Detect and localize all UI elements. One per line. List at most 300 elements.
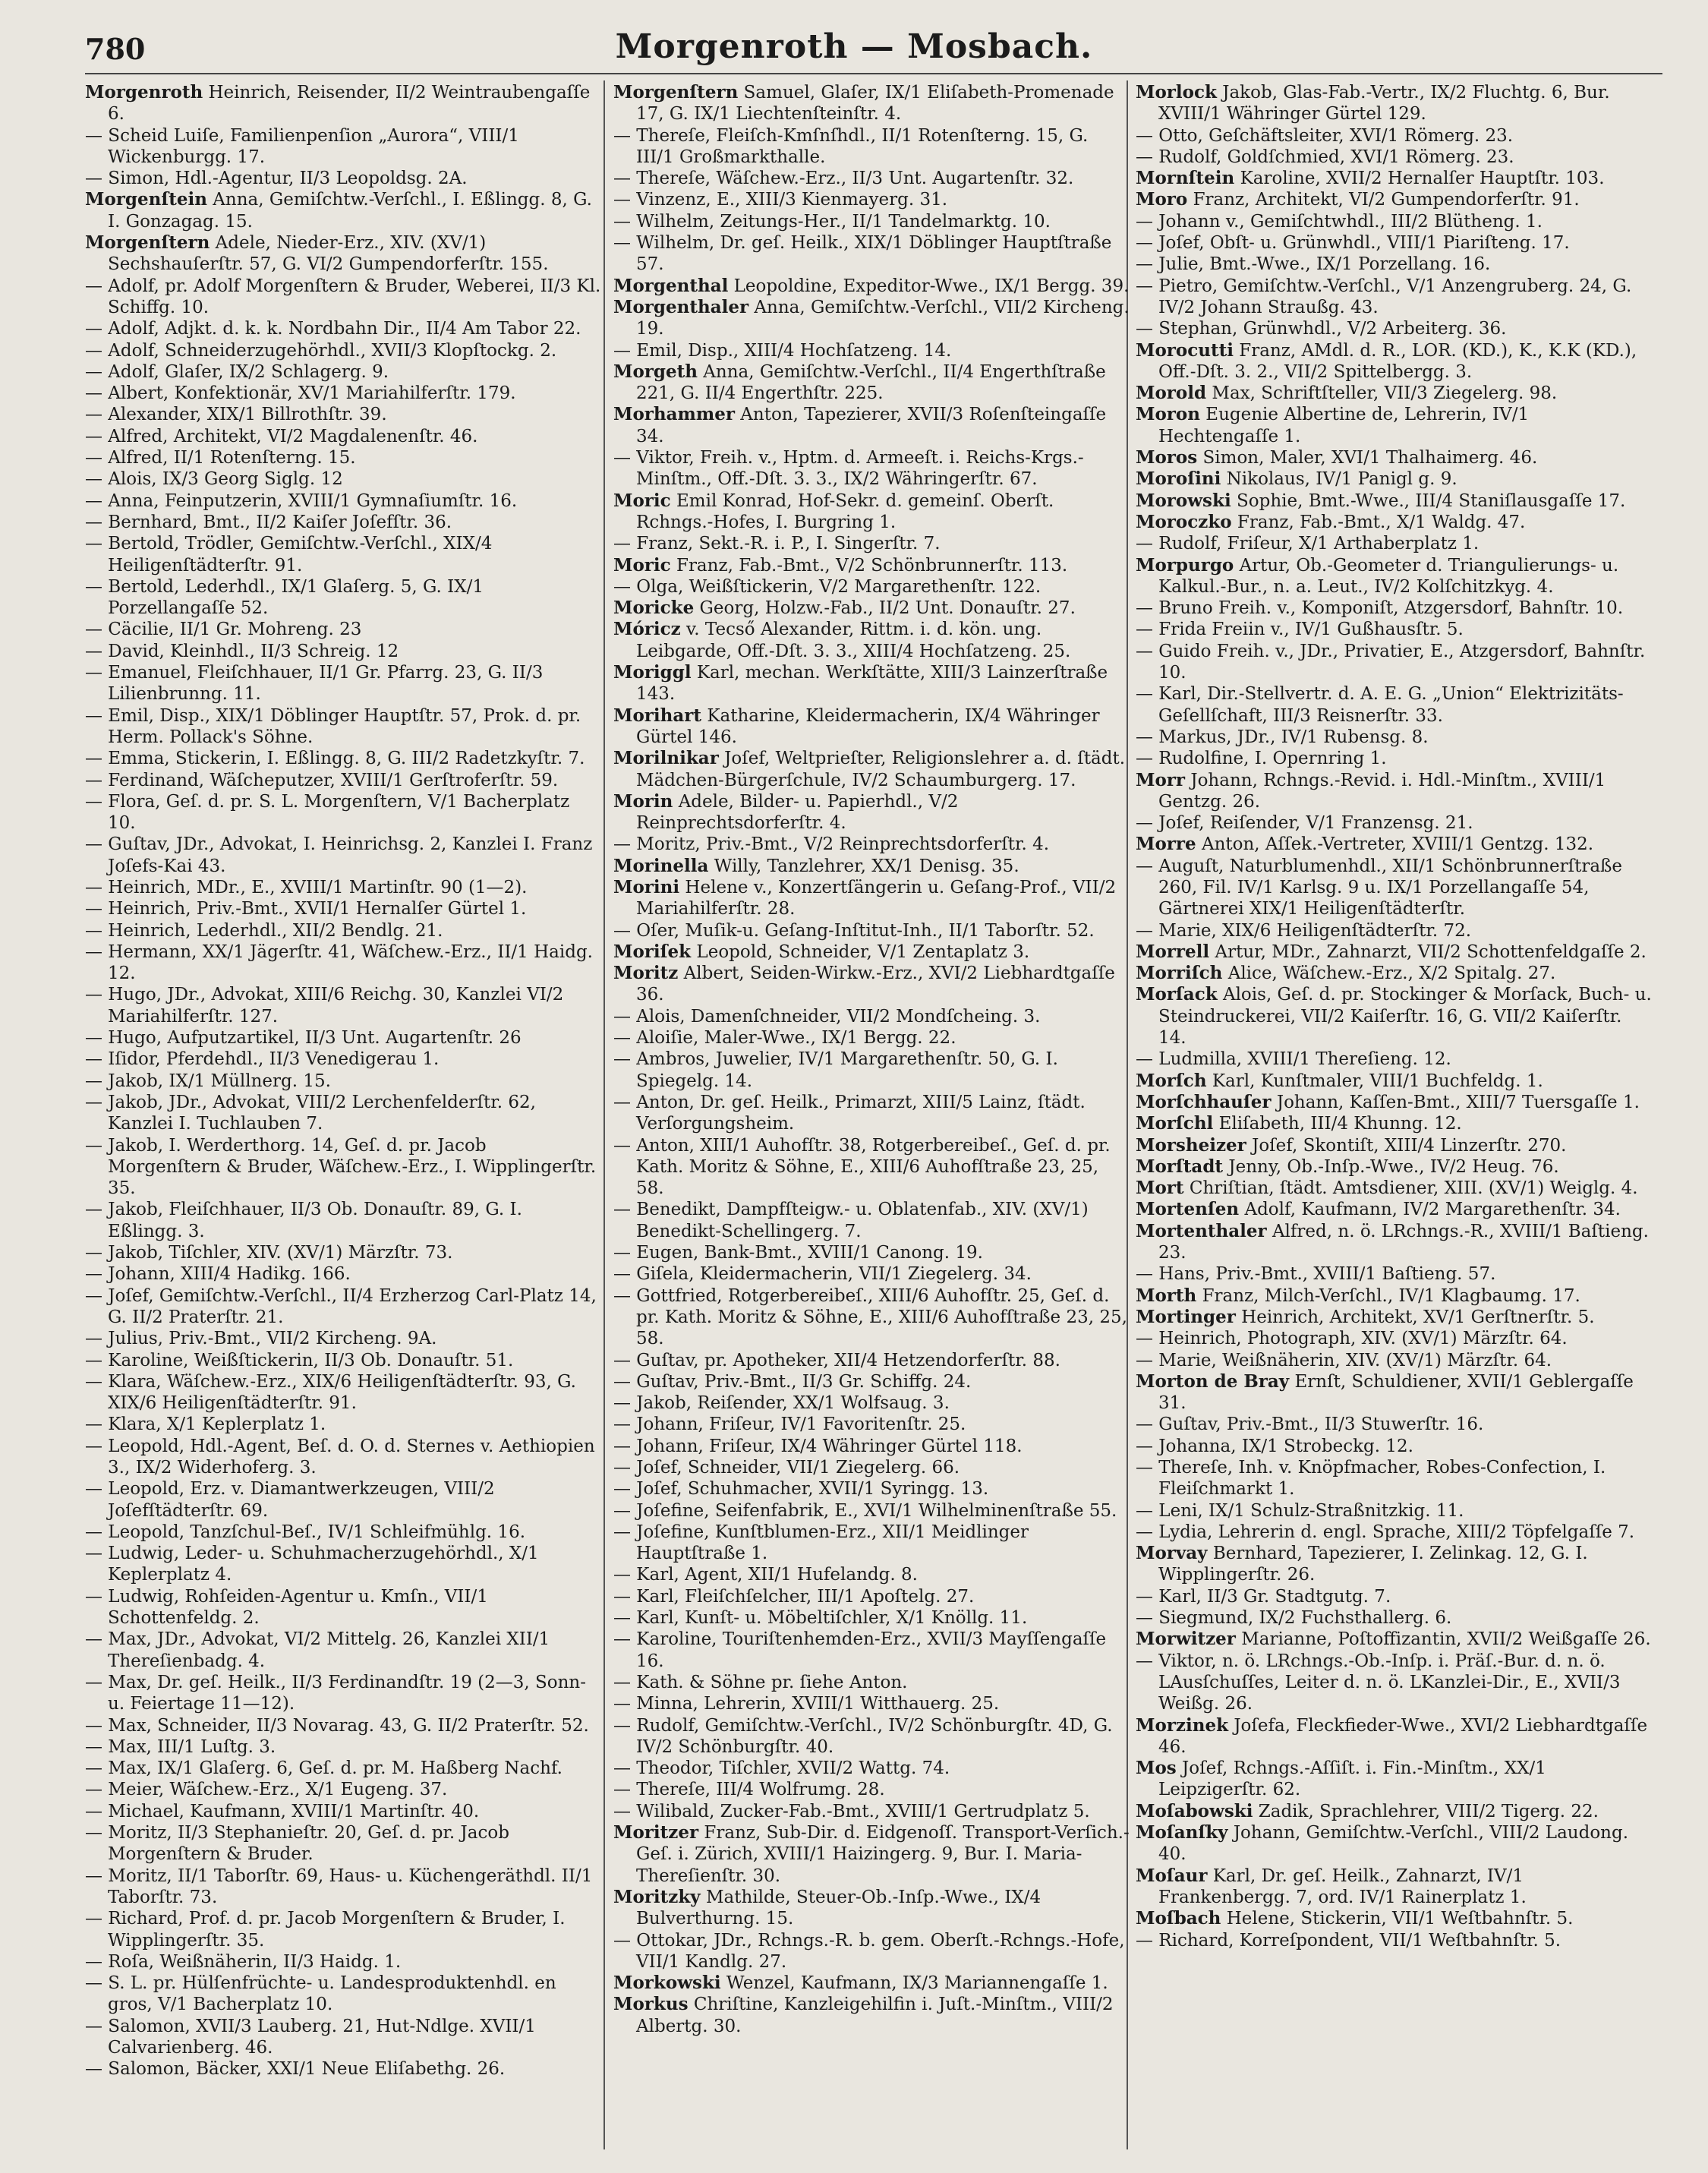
entry-text: Mathilde, Steuer-Ob.-Inſp.-Wwe., IX/4 Bulverthurng. 15. [636, 1887, 1042, 1929]
entry-surname: Moſaur [1136, 1865, 1208, 1886]
entry-text: — Moritz, II/1 Taborſtr. 69, Haus- u. Küchengeräthdl. II/1 Taborſtr. 73. [85, 1866, 593, 1907]
entry-surname: Morſchhauſer [1136, 1091, 1272, 1112]
entry-text: Joſef, Rchngs.-Aſſiſt. i. Fin.-Minſtm., XX/1 Leipzigerſtr. 62. [1158, 1758, 1546, 1800]
entry-surname: Morre [1136, 834, 1196, 855]
entry-text: — Guſtav, Priv.-Bmt., II/3 Gr. Schiffg. 24. [613, 1371, 972, 1392]
entry-surname: Morton de Bray [1136, 1370, 1290, 1392]
directory-entry [613, 920, 1130, 941]
directory-entry [85, 641, 601, 662]
column-divider [603, 80, 605, 2149]
entry-text: Franz, Fab.-Bmt., X/1 Waldg. 47. [1231, 512, 1526, 532]
directory-entry [613, 1049, 1130, 1092]
directory-entry [1136, 168, 1652, 189]
directory-entry [85, 1629, 601, 1672]
entry-text: — Adolf, Glaſer, IX/2 Schlagerg. 9. [85, 361, 389, 382]
directory-entry [613, 1285, 1130, 1350]
entry-text: Anton, Aſſek.-Vertreter, XVIII/1 Gentzg. 132. [1196, 834, 1594, 855]
directory-entry [1136, 1156, 1652, 1178]
directory-entry [613, 576, 1130, 598]
directory-entry [85, 1371, 601, 1414]
entry-surname: Morgenſtern [613, 82, 739, 102]
directory-entry [85, 1027, 601, 1049]
directory-entry [85, 512, 601, 533]
entry-text: — Karoline, Weißſtickerin, II/3 Ob. Donauſtr. 51. [85, 1350, 514, 1370]
directory-entry [85, 383, 601, 404]
entry-surname: Morpurgo [1136, 554, 1234, 576]
directory-entry [613, 1414, 1130, 1435]
directory-entry [85, 276, 601, 319]
directory-entry [613, 705, 1130, 749]
directory-entry [1136, 748, 1652, 769]
page-header: Morgenroth — Mosbach. [615, 27, 1093, 66]
directory-entry [85, 770, 601, 791]
directory-entry [85, 125, 601, 169]
directory-entry [85, 748, 601, 769]
directory-entry [85, 533, 601, 576]
entry-surname: Mornſtein [1136, 168, 1235, 189]
entry-surname: Morgenſtein [85, 189, 207, 210]
entry-text: Adele, Bilder- u. Papierhdl., V/2 Reinprechtsdorferſtr. 4. [636, 791, 959, 834]
entry-surname: Morhammer [613, 404, 735, 425]
entry-surname: Morſchl [1136, 1113, 1214, 1134]
entry-text: — Karl, Kunſt- u. Möbeltiſchler, X/1 Knöllg. 11. [613, 1608, 1028, 1629]
directory-entry [613, 834, 1130, 855]
directory-entry [613, 1693, 1130, 1714]
directory-entry [1136, 447, 1652, 468]
entry-text: — Viktor, Freih. v., Hptm. d. Armeeſt. i. Reichs-Krgs.-Minſtm., Off.-Dſt. 3. 3., IX/2 Währingerſtr. 67. [613, 448, 1084, 490]
page-number: 780 [85, 32, 146, 66]
directory-entry [613, 1586, 1130, 1607]
directory-entry [85, 1736, 601, 1758]
directory-entry [85, 1414, 601, 1435]
directory-entry [613, 1500, 1130, 1522]
entry-surname: Morowski [1136, 490, 1231, 511]
column-2 [613, 82, 1130, 2037]
directory-entry [1136, 1135, 1652, 1156]
directory-entry [85, 1242, 601, 1263]
entry-surname: Mort [1136, 1178, 1184, 1199]
entry-text: Johann, Kaſſen-Bmt., XIII/7 Tuersgaſſe 1. [1271, 1092, 1640, 1112]
entry-surname: Moritz [613, 963, 679, 984]
entry-text: Karl, mechan. Werkſtätte, XIII/3 Lainzerſtraße 143. [636, 663, 1108, 705]
entry-text: Heinrich, Reisender, II/2 Weintraubengaſſe 6. [108, 83, 591, 125]
entry-text: Simon, Maler, XVI/1 Thalhaimerg. 46. [1197, 448, 1538, 468]
entry-text: Johann, Gemiſchtw.-Verſchl., VIII/2 Laudong. 40. [1158, 1823, 1629, 1865]
entry-surname: Moritzky [613, 1886, 701, 1907]
entry-text: — Max, Schneider, II/3 Novarag. 43, G. II/2 Praterſtr. 52. [85, 1715, 589, 1736]
directory-entry [613, 1242, 1130, 1263]
entry-text: — Otto, Geſchäftsleiter, XVI/1 Römerg. 23. [1136, 125, 1514, 146]
entry-text: — Roſa, Weißnäherin, II/3 Haidg. 1. [85, 1951, 402, 1972]
directory-entry [1136, 533, 1652, 554]
directory-entry [85, 1199, 601, 1242]
entry-text: — Iſidor, Pferdehdl., II/3 Venedigerau 1. [85, 1049, 440, 1070]
entry-text: Helene, Stickerin, VII/1 Weſtbahnſtr. 5. [1221, 1909, 1574, 1929]
directory-entry [85, 1049, 601, 1070]
entry-text: — Jakob, Tiſchler, XIV. (XV/1) Märzſtr. 73. [85, 1243, 453, 1263]
directory-entry [1136, 963, 1652, 984]
entry-text: — Johann v., Gemiſchtwhdl., III/2 Blütheng. 1. [1136, 211, 1543, 232]
directory-entry [1136, 856, 1652, 920]
entry-text: — Karl, Dir.-Stellvertr. d. A. E. G. „Union“ Elektrizitäts-Geſellſchaft, III/3 Reisnerſtr. 33. [1136, 684, 1624, 726]
entry-surname: Mortenthaler [1136, 1220, 1267, 1241]
entry-text: — Meier, Wäſchew.-Erz., X/1 Eugeng. 37. [85, 1780, 448, 1800]
entry-text: Albert, Seiden-Wirkw.-Erz., XVI/2 Liebhardtgaſſe 36. [636, 964, 1115, 1005]
entry-surname: Morlock [1136, 82, 1217, 102]
entry-text: — Max, Dr. geſ. Heilk., II/3 Ferdinandſtr. 19 (2—3, Sonn- u. Feiertage 11—12). [85, 1672, 587, 1714]
directory-entry [1136, 1221, 1652, 1264]
entry-text: Adolf, Kaufmann, IV/2 Margarethenſtr. 34. [1239, 1200, 1621, 1220]
entry-text: — Emil, Disp., XIX/1 Döblinger Hauptſtr. 57, Prok. d. pr. Herm. Pollack's Söhne. [85, 705, 581, 747]
entry-text: — Salomon, Bäcker, XXI/1 Neue Eliſabethg. 26. [85, 2059, 506, 2080]
directory-entry [1136, 920, 1652, 941]
entry-text: Leopoldine, Expeditor-Wwe., IX/1 Bergg. 39. [728, 276, 1130, 296]
directory-entry [613, 1392, 1130, 1414]
entry-text: Heinrich, Architekt, XV/1 Gerſtnerſtr. 5. [1235, 1307, 1595, 1327]
entry-surname: Morinella [613, 855, 709, 876]
entry-surname: Morgenſtern [85, 232, 210, 254]
entry-text: — Oſer, Muſik-u. Geſang-Inſtitut-Inh., II/1 Taborſtr. 52. [613, 920, 1095, 941]
entry-surname: Moſanſky [1136, 1822, 1228, 1843]
directory-entry [613, 1457, 1130, 1478]
entry-surname: Moroczko [1136, 511, 1232, 532]
directory-entry [613, 1027, 1130, 1049]
directory-entry [85, 426, 601, 447]
directory-entry [85, 1908, 601, 1951]
directory-entry [613, 1199, 1130, 1242]
directory-entry [85, 1758, 601, 1779]
directory-entry [613, 1092, 1130, 1135]
entry-text: — Karl, Fleiſchſelcher, III/1 Apoſtelg. 27. [613, 1586, 975, 1607]
entry-text: — Karl, Agent, XII/1 Hufelandg. 8. [613, 1565, 918, 1585]
entry-text: — Flora, Geſ. d. pr. S. L. Morgenſtern, V/1 Bacherplatz 10. [85, 791, 570, 834]
entry-text: — Johann, XIII/4 Hadikg. 166. [85, 1264, 351, 1285]
entry-text: — Julius, Priv.-Bmt., VII/2 Kircheng. 9A. [85, 1329, 437, 1349]
directory-entry [613, 877, 1130, 920]
entry-text: — Bertold, Lederhdl., IX/1 Glaſerg. 5, G. IX/1 Porzellangaſſe 52. [85, 576, 484, 619]
directory-entry [613, 598, 1130, 619]
entry-text: — Leni, IX/1 Schulz-Straßnitzkig. 11. [1136, 1500, 1464, 1521]
entry-text: Willy, Tanzlehrer, XX/1 Denisg. 35. [708, 856, 1019, 876]
directory-entry [613, 1672, 1130, 1693]
directory-entry [1136, 340, 1652, 383]
directory-entry [1136, 727, 1652, 748]
directory-entry [85, 941, 601, 985]
directory-entry [1136, 189, 1652, 210]
directory-entry [85, 877, 601, 898]
entry-surname: Morr [1136, 769, 1186, 790]
entry-text: — Joſef, Obſt- u. Grünwhdl., VIII/1 Piariſteng. 17. [1136, 233, 1570, 254]
entry-text: — Alois, IX/3 Georg Siglg. 12 [85, 469, 343, 490]
entry-text: — Viktor, n. ö. LRchngs.-Ob.-Inſp. i. Präſ.-Bur. d. n. ö. LAusſchuſſes, Leiter d. n. ö. LKanzlei-Dir., E., XVII/3 Weißg. 26. [1136, 1651, 1621, 1714]
entry-text: — Jakob, I. Werderthorg. 14, Geſ. d. pr. Jacob Morgenſtern & Bruder, Wäſchew.-Erz., I. Wipplingerſtr. 35. [85, 1135, 597, 1199]
entry-surname: Moriggl [613, 662, 692, 683]
entry-text: — Heinrich, MDr., E., XVIII/1 Martinſtr. 90 (1—2). [85, 877, 528, 897]
entry-text: — Rudolf, Goldſchmied, XVI/1 Römerg. 23. [1136, 147, 1514, 167]
entry-surname: Morzinek [1136, 1714, 1229, 1736]
entry-text: — Klara, X/1 Keplerplatz 1. [85, 1414, 326, 1435]
entry-text: — Marie, XIX/6 Heiligenſtädterſtr. 72. [1136, 920, 1472, 941]
entry-text: — Ludwig, Leder- u. Schuhmacherzugehörhdl., X/1 Keplerplatz 4. [85, 1544, 539, 1585]
directory-entry [85, 340, 601, 361]
directory-entry [613, 1779, 1130, 1800]
entry-text: — Hermann, XX/1 Jägerſtr. 41, Wäſchew.-Erz., II/1 Haidg. 12. [85, 941, 593, 984]
entry-text: — Alois, Damenſchneider, VII/2 Mondſcheing. 3. [613, 1006, 1041, 1027]
entry-text: — Jakob, JDr., Advokat, VIII/2 Lerchenfelderſtr. 62, Kanzlei I. Tuchlauben 7. [85, 1092, 536, 1134]
entry-text: — Leopold, Tanzſchul-Beſ., IV/1 Schleifmühlg. 16. [85, 1522, 526, 1542]
entry-surname: Mos [1136, 1758, 1177, 1779]
entry-text: — Marie, Weißnäherin, XIV. (XV/1) Märzſtr. 64. [1136, 1350, 1552, 1370]
directory-entry [85, 1285, 601, 1329]
entry-text: — Alexander, XIX/1 Billrothſtr. 39. [85, 405, 387, 425]
entry-text: Eugenie Albertine de, Lehrerin, IV/1 Hechtengaſſe 1. [1158, 405, 1530, 446]
entry-text: Georg, Holzw.-Fab., II/2 Unt. Donauſtr. 27. [694, 598, 1076, 619]
entry-surname: Morocutti [1136, 339, 1234, 361]
entry-text: — Max, JDr., Advokat, VI/2 Mittelg. 26, Kanzlei XII/1 Thereſienbadg. 4. [85, 1629, 550, 1671]
entry-text: — Guido Freih. v., JDr., Privatier, E., Atzgersdorf, Bahnſtr. 10. [1136, 641, 1646, 683]
directory-entry [85, 984, 601, 1027]
entry-text: — Jakob, Reiſender, XX/1 Wolfsaug. 3. [613, 1393, 950, 1414]
entry-text: Max, Schriftſteller, VII/3 Ziegelerg. 98. [1206, 383, 1558, 404]
directory-entry [613, 1564, 1130, 1585]
entry-surname: Morilnikar [613, 748, 719, 769]
entry-surname: Moro [1136, 189, 1188, 210]
entry-text: Ernſt, Schuldiener, XVII/1 Geblergaſſe 31. [1158, 1371, 1634, 1414]
directory-entry [1136, 468, 1652, 490]
entry-text: — Johann, Friſeur, IX/4 Währinger Gürtel 118. [613, 1436, 1023, 1456]
directory-entry [1136, 1500, 1652, 1522]
entry-text: — Max, III/1 Luſtg. 3. [85, 1736, 276, 1757]
directory-entry [1136, 1113, 1652, 1134]
directory-entry [613, 1715, 1130, 1758]
entry-text: — David, Kleinhdl., II/3 Schreig. 12 [85, 641, 399, 661]
directory-entry [85, 1672, 601, 1715]
directory-entry [613, 748, 1130, 791]
directory-entry [85, 791, 601, 834]
entry-text: — Joſef, Gemiſchtw.-Verſchl., II/4 Erzherzog Carl-Platz 14, G. II/2 Praterſtr. 21. [85, 1285, 597, 1327]
entry-text: Karl, Dr. geſ. Heilk., Zahnarzt, IV/1 Frankenbergg. 7, ord. IV/1 Rainerplatz 1. [1158, 1866, 1527, 1907]
directory-entry [85, 82, 601, 125]
directory-entry [1136, 254, 1652, 275]
directory-entry [85, 1973, 601, 2016]
directory-entry [85, 576, 601, 620]
entry-text: — Joſef, Schneider, VII/1 Ziegelerg. 66. [613, 1458, 960, 1478]
entry-surname: Morſtadt [1136, 1156, 1224, 1177]
directory-entry [1136, 490, 1652, 512]
entry-text: — Emanuel, Fleiſchhauer, II/1 Gr. Pfarrg. 23, G. II/3 Lilienbrunng. 11. [85, 663, 544, 705]
entry-text: — Klara, Wäſchew.-Erz., XIX/6 Heiligenſtädterſtr. 93, G. XIX/6 Heiligenſtädterſtr. 91. [85, 1371, 576, 1414]
entry-surname: Morth [1136, 1285, 1197, 1306]
directory-entry [1136, 1822, 1652, 1866]
entry-text: — Giſela, Kleidermacherin, VII/1 Ziegelerg. 34. [613, 1264, 1032, 1285]
directory-entry [1136, 125, 1652, 147]
directory-entry [85, 1779, 601, 1800]
entry-surname: Mortenſen [1136, 1199, 1240, 1220]
directory-entry [1136, 619, 1652, 640]
entry-text: — Franz, Sekt.-R. i. P., I. Singerſtr. 7. [613, 534, 941, 554]
directory-entry [1136, 641, 1652, 684]
directory-entry [613, 1822, 1130, 1887]
directory-entry [613, 555, 1130, 576]
directory-entry [1136, 1457, 1652, 1500]
directory-entry [1136, 1178, 1652, 1199]
directory-entry [613, 1629, 1130, 1672]
directory-entry [613, 404, 1130, 447]
entry-text: — Joſefine, Seifenfabrik, E., XVI/1 Wilhelminenſtraße 55. [613, 1500, 1117, 1521]
entry-surname: Moſbach [1136, 1908, 1221, 1929]
entry-surname: Morkus [613, 1994, 689, 2015]
directory-entry [1136, 1071, 1652, 1092]
directory-entry [1136, 1049, 1652, 1070]
entry-text: — Michael, Kaufmann, XVIII/1 Martinſtr. 40. [85, 1801, 480, 1821]
entry-text: — Anton, XIII/1 Auhofſtr. 38, Rotgerbereibeſ., Geſ. d. pr. Kath. Moritz & Söhne, E., XIII/6 Auhofſtraße 23, 25, 58. [613, 1135, 1111, 1199]
directory-entry [1136, 984, 1652, 1049]
directory-entry [1136, 598, 1652, 619]
directory-entry [1136, 1758, 1652, 1801]
directory-entry [1136, 1866, 1652, 1909]
directory-entry [1136, 1930, 1652, 1951]
entry-surname: Moric [613, 490, 671, 511]
entry-text: — Minna, Lehrerin, XVIII/1 Witthauerg. 25. [613, 1694, 1000, 1714]
entry-surname: Morſch [1136, 1070, 1207, 1091]
entry-surname: Moron [1136, 404, 1200, 425]
entry-text: — Lydia, Lehrerin d. engl. Sprache, XIII/2 Töpfelgaſſe 7. [1136, 1522, 1635, 1542]
entry-text: — Rudolfine, I. Opernring 1. [1136, 749, 1387, 769]
directory-entry [613, 791, 1130, 834]
directory-entry [85, 619, 601, 640]
entry-text: Anna, Gemiſchtw.-Verſchl., I. Eßlingg. 8, G. I. Gonzagag. 15. [108, 190, 592, 232]
entry-surname: Morini [613, 876, 680, 897]
entry-surname: Morvay [1136, 1543, 1208, 1564]
entry-text: — Bruno Freih. v., Komponiſt, Atzgersdorf, Bahnſtr. 10. [1136, 598, 1624, 619]
entry-text: — Heinrich, Lederhdl., XII/2 Bendlg. 21. [85, 920, 443, 941]
entry-text: — Alfred, II/1 Rotenſterng. 15. [85, 448, 356, 468]
entry-text: — Eugen, Bank-Bmt., XVIII/1 Canong. 19. [613, 1243, 983, 1263]
entry-text: Zadik, Sprachlehrer, VIII/2 Tigerg. 22. [1253, 1801, 1599, 1821]
entry-text: — Emil, Disp., XIII/4 Hochſatzeng. 14. [613, 340, 952, 361]
entry-text: — Joſef, Reiſender, V/1 Franzensg. 21. [1136, 813, 1473, 834]
entry-surname: Morrell [1136, 941, 1210, 962]
directory-entry [1136, 82, 1652, 125]
entry-text: Franz, Sub-Dir. d. Eidgenoſſ. Transport-Verſich.-Geſ. i. Zürich, XVIII/1 Haizingerg. 9, Bur. I. Maria-Thereſienſtr. 30. [636, 1823, 1130, 1886]
directory-entry [613, 297, 1130, 340]
entry-text: Katharine, Kleidermacherin, IX/4 Währinger Gürtel 146. [636, 705, 1100, 747]
directory-entry [85, 1350, 601, 1371]
entry-text: — Hugo, Aufputzartikel, II/3 Unt. Augartenſtr. 26 [85, 1028, 522, 1049]
directory-entry [1136, 683, 1652, 727]
directory-entry [613, 533, 1130, 554]
directory-entry [85, 1478, 601, 1522]
directory-entry [85, 1436, 601, 1479]
directory-entry [1136, 1199, 1652, 1220]
entry-text: Alice, Wäſchew.-Erz., X/2 Spitalg. 27. [1222, 964, 1556, 984]
directory-entry [1136, 383, 1652, 404]
directory-entry [85, 1522, 601, 1543]
entry-text: — Simon, Hdl.-Agentur, II/3 Leopoldsg. 2A. [85, 169, 468, 189]
directory-entry [1136, 1263, 1652, 1285]
entry-text: Franz, Milch-Verſchl., IV/1 Klagbaumg. 17. [1196, 1285, 1580, 1306]
entry-text: Karoline, XVII/2 Hernalſer Hauptſtr. 103. [1234, 169, 1605, 189]
directory-entry [613, 1478, 1130, 1500]
directory-entry [85, 834, 601, 877]
entry-text: Anna, Gemiſchtw.-Verſchl., VII/2 Kircheng. 19. [636, 297, 1130, 339]
directory-entry [1136, 812, 1652, 834]
entry-surname: Morold [1136, 383, 1207, 404]
directory-entry [1136, 1801, 1652, 1822]
directory-entry [613, 189, 1130, 210]
entry-text: — Hans, Priv.-Bmt., XVIII/1 Baſtieng. 57. [1136, 1264, 1496, 1285]
directory-entry [1136, 211, 1652, 232]
entry-text: — Jakob, IX/1 Müllnerg. 15. [85, 1071, 331, 1091]
entry-text: — Guſtav, pr. Apotheker, XII/4 Hetzendorferſtr. 88. [613, 1350, 1060, 1370]
directory-entry [1136, 1414, 1652, 1435]
entry-text: — Auguſt, Naturblumenhdl., XII/1 Schönbrunnerſtraße 260, Fil. IV/1 Karlsg. 9 u. IX/1 Porzellangaſſe 54, Gärtnerei XIX/1 Heiligenſtädterſtr. [1136, 856, 1623, 919]
entry-surname: Morriſch [1136, 963, 1223, 984]
entry-text: — Bernhard, Bmt., II/2 Kaiſer Joſefſtr. 36. [85, 512, 452, 532]
directory-entry [85, 898, 601, 919]
directory-entry [1136, 770, 1652, 813]
directory-entry [1136, 1629, 1652, 1650]
entry-text: Chriſtine, Kanzleigehilfin i. Juſt.-Minſtm., VIII/2 Albertg. 30. [636, 1995, 1114, 2036]
entry-text: — Johann, Friſeur, IV/1 Favoritenſtr. 25. [613, 1414, 966, 1435]
directory-entry [1136, 1092, 1652, 1113]
directory-entry [1136, 318, 1652, 339]
directory-entry [1136, 941, 1652, 963]
entry-text: — Benedikt, Dampfſteigw.- u. Oblatenfab., XIV. (XV/1) Benedikt-Schellingerg. 7. [613, 1200, 1089, 1241]
entry-text: — Bertold, Trödler, Gemiſchtw.-Verſchl., XIX/4 Heiligenſtädterſtr. 91. [85, 534, 493, 576]
directory-entry [613, 1135, 1130, 1200]
entry-text: — Adolf, Schneiderzugehörhdl., XVII/3 Klopſtockg. 2. [85, 340, 557, 361]
entry-surname: Morgeth [613, 361, 698, 382]
header-rule [85, 73, 1662, 74]
directory-entry [85, 2016, 601, 2059]
directory-entry [1136, 1307, 1652, 1328]
entry-text: — Rudolf, Gemiſchtw.-Verſchl., IV/2 Schönburgſtr. 4D, G. IV/2 Schönburgſtr. 40. [613, 1715, 1113, 1757]
directory-entry [1136, 1543, 1652, 1586]
directory-entry [85, 468, 601, 490]
entry-text: — Johanna, IX/1 Strobeckg. 12. [1136, 1436, 1413, 1456]
directory-entry [613, 1436, 1130, 1457]
entry-text: — Karl, II/3 Gr. Stadtgutg. 7. [1136, 1586, 1391, 1607]
entry-surname: Moſabowski [1136, 1800, 1253, 1821]
directory-entry [1136, 276, 1652, 319]
entry-text: — Thereſe, Wäſchew.-Erz., II/3 Unt. Augartenſtr. 32. [613, 169, 1074, 189]
directory-entry [1136, 1651, 1652, 1715]
entry-text: — Moritz, II/3 Stephanieſtr. 20, Geſ. d. pr. Jacob Morgenſtern & Bruder. [85, 1823, 509, 1865]
directory-entry [85, 1586, 601, 1629]
directory-entry [1136, 404, 1652, 447]
entry-text: — Jakob, Fleiſchhauer, II/3 Ob. Donauſtr. 89, G. I. Eßlingg. 3. [85, 1200, 522, 1241]
directory-entry [85, 1822, 601, 1866]
directory-entry [1136, 232, 1652, 254]
directory-entry [85, 2058, 601, 2080]
entry-text: — Olga, Weißſtickerin, V/2 Margarethenſtr. 122. [613, 576, 1042, 597]
entry-text: Helene v., Konzertſängerin u. Geſang-Prof., VII/2 Mariahilferſtr. 28. [636, 877, 1117, 919]
entry-text: — Alfred, Architekt, VI/2 Magdalenenſtr. 46. [85, 426, 478, 446]
entry-text: — Aloiſie, Maler-Wwe., IX/1 Bergg. 22. [613, 1028, 956, 1049]
entry-text: Eliſabeth, III/4 Khunng. 12. [1213, 1114, 1462, 1134]
entry-text: — Ottokar, JDr., Rchngs.-R. b. gem. Oberſt.-Rchngs.-Hofe, VII/1 Kandlg. 27. [613, 1930, 1125, 1972]
entry-text: Anton, Tapezierer, XVII/3 Roſenſteingaſſe 34. [636, 405, 1107, 446]
entry-text: — Emma, Stickerin, I. Eßlingg. 8, G. III/2 Radetzkyſtr. 7. [85, 749, 585, 769]
directory-entry [1136, 1328, 1652, 1349]
directory-entry [85, 1951, 601, 1973]
entry-text: — Richard, Prof. d. pr. Jacob Morgenſtern & Bruder, I. Wipplingerſtr. 35. [85, 1909, 566, 1951]
directory-entry [613, 1930, 1130, 1973]
entry-text: — Ludwig, Rohſeiden-Agentur u. Kmſn., VII/1 Schottenfeldg. 2. [85, 1586, 488, 1629]
entry-text: — Leopold, Erz. v. Diamantwerkzeugen, VIII/2 Joſefſtädterſtr. 69. [85, 1479, 495, 1521]
entry-text: — Karoline, Touriſtenhemden-Erz., XVII/3 Mayſſengaſſe 16. [613, 1629, 1107, 1671]
